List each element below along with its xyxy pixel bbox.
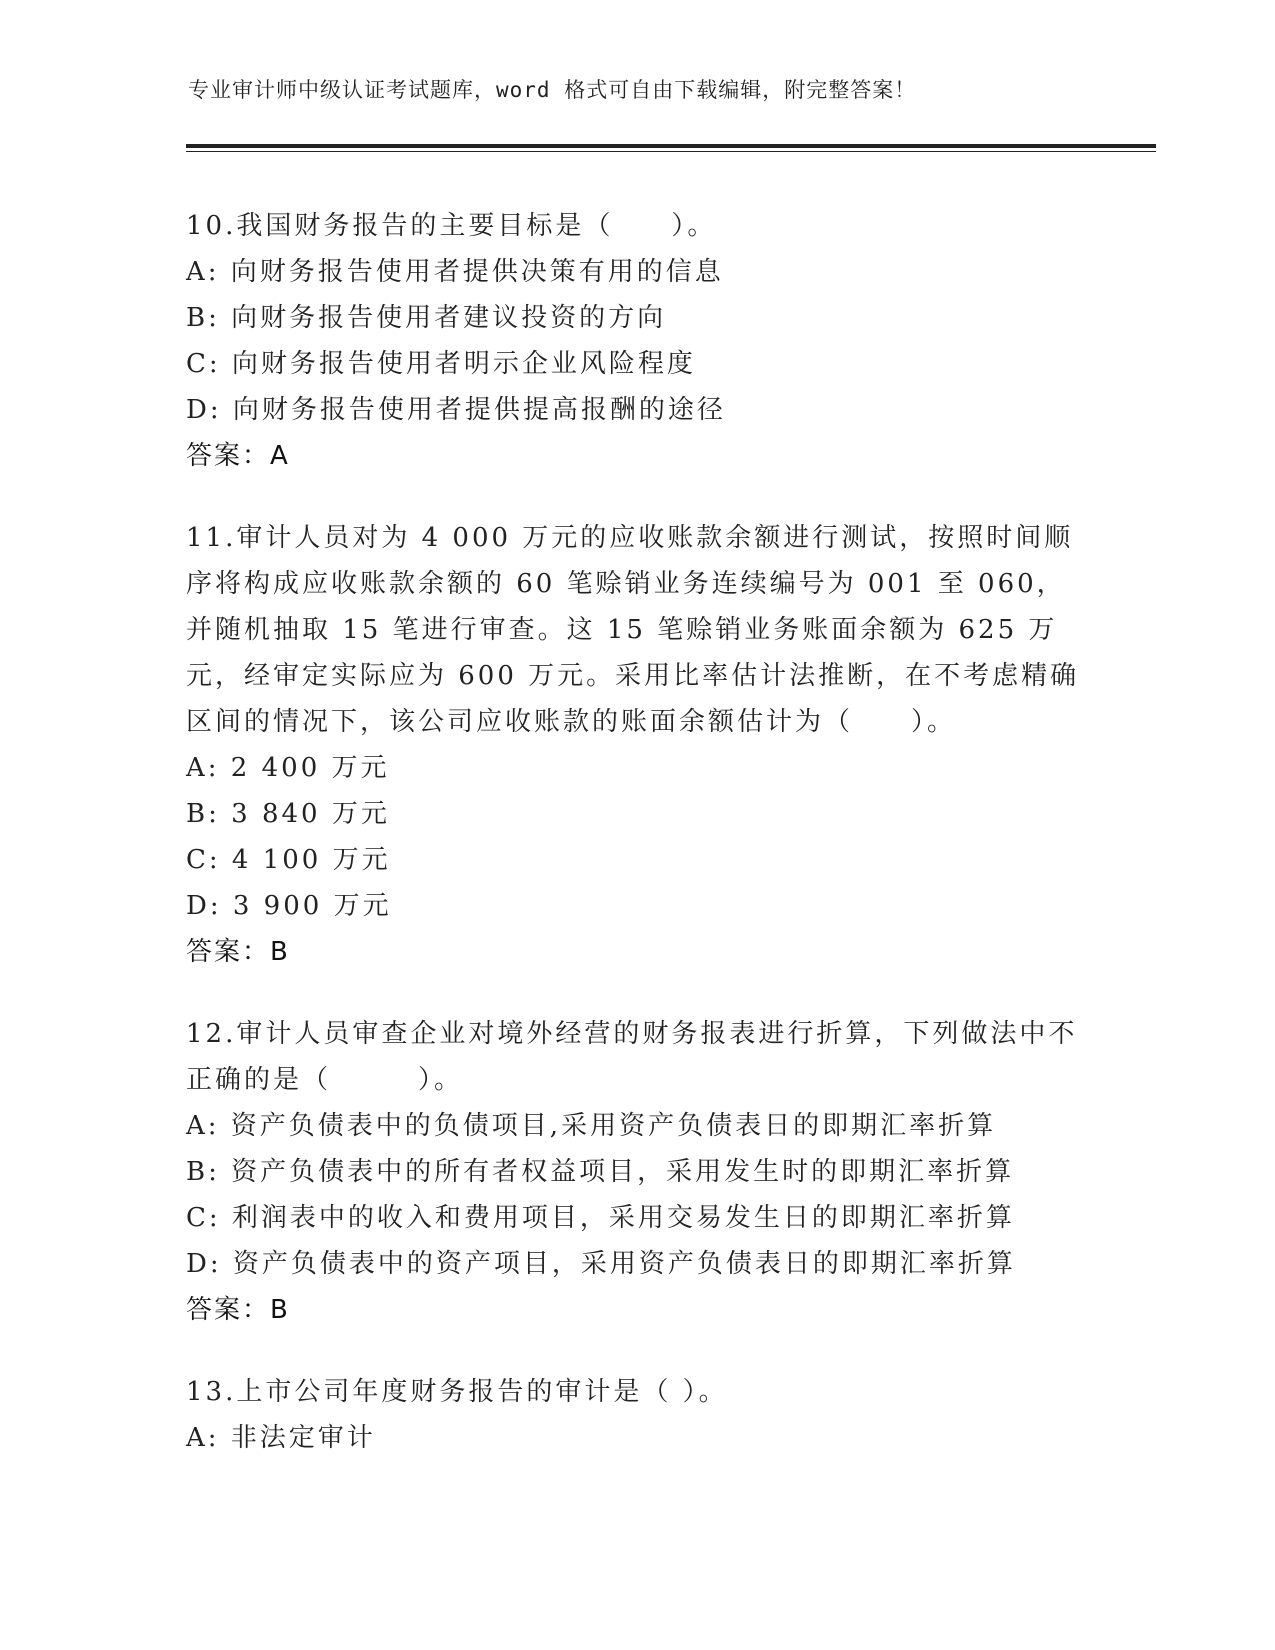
header-divider (186, 144, 1156, 148)
question-stem: 11.审计人员对为 4 000 万元的应收账款余额进行测试，按照时间顺序将构成应收账款余额的 60 笔赊销业务连续编号为 001 至 060，并随机抽取 15 笔进行审查。这 15 笔赊销业务账面余额为 625 万元，经审定实际应为 600 万元。采用比率估计法推断，在不考虑精确区间的情况下，该公司应收账款的账面余额估计为（ ）。 (186, 523, 1080, 737)
option-b: B: 资产负债表中的所有者权益项目，采用发生时的即期汇率折算 (186, 1157, 1015, 1187)
question-stem: 10.我国财务报告的主要目标是（ ）。 (186, 211, 717, 241)
header-divider-thin (186, 151, 1156, 152)
option-a: A: 非法定审计 (186, 1423, 376, 1453)
option-c: C: 利润表中的收入和费用项目，采用交易发生日的即期汇率折算 (186, 1203, 1015, 1233)
option-b: B: 3 840 万元 (186, 799, 390, 829)
question-11 (186, 515, 1086, 975)
option-c: C: 向财务报告使用者明示企业风险程度 (186, 349, 696, 379)
question-list (186, 203, 1086, 1497)
answer-line: 答案：A (186, 441, 290, 471)
option-d: D: 资产负债表中的资产项目，采用资产负债表日的即期汇率折算 (186, 1249, 1016, 1279)
option-a: A: 2 400 万元 (186, 753, 390, 783)
option-d: D: 向财务报告使用者提供提高报酬的途径 (186, 395, 726, 425)
question-stem: 12.审计人员审查企业对境外经营的财务报表进行折算，下列做法中不正确的是（ ）。 (186, 1019, 1078, 1095)
question-stem: 13.上市公司年度财务报告的审计是（ ）。 (186, 1377, 728, 1407)
option-a: A: 向财务报告使用者提供决策有用的信息 (186, 257, 724, 287)
option-d: D: 3 900 万元 (186, 891, 392, 921)
question-12 (186, 1011, 1086, 1333)
answer-line: 答案：B (186, 937, 290, 967)
option-c: C: 4 100 万元 (186, 845, 391, 875)
question-13 (186, 1369, 1086, 1461)
option-b: B: 向财务报告使用者建议投资的方向 (186, 303, 667, 333)
answer-line: 答案：B (186, 1295, 290, 1325)
question-10 (186, 203, 1086, 479)
option-a: A: 资产负债表中的负债项目,采用资产负债表日的即期汇率折算 (186, 1111, 997, 1141)
page-header: 专业审计师中级认证考试题库，word 格式可自由下载编辑，附完整答案！ (188, 78, 917, 102)
